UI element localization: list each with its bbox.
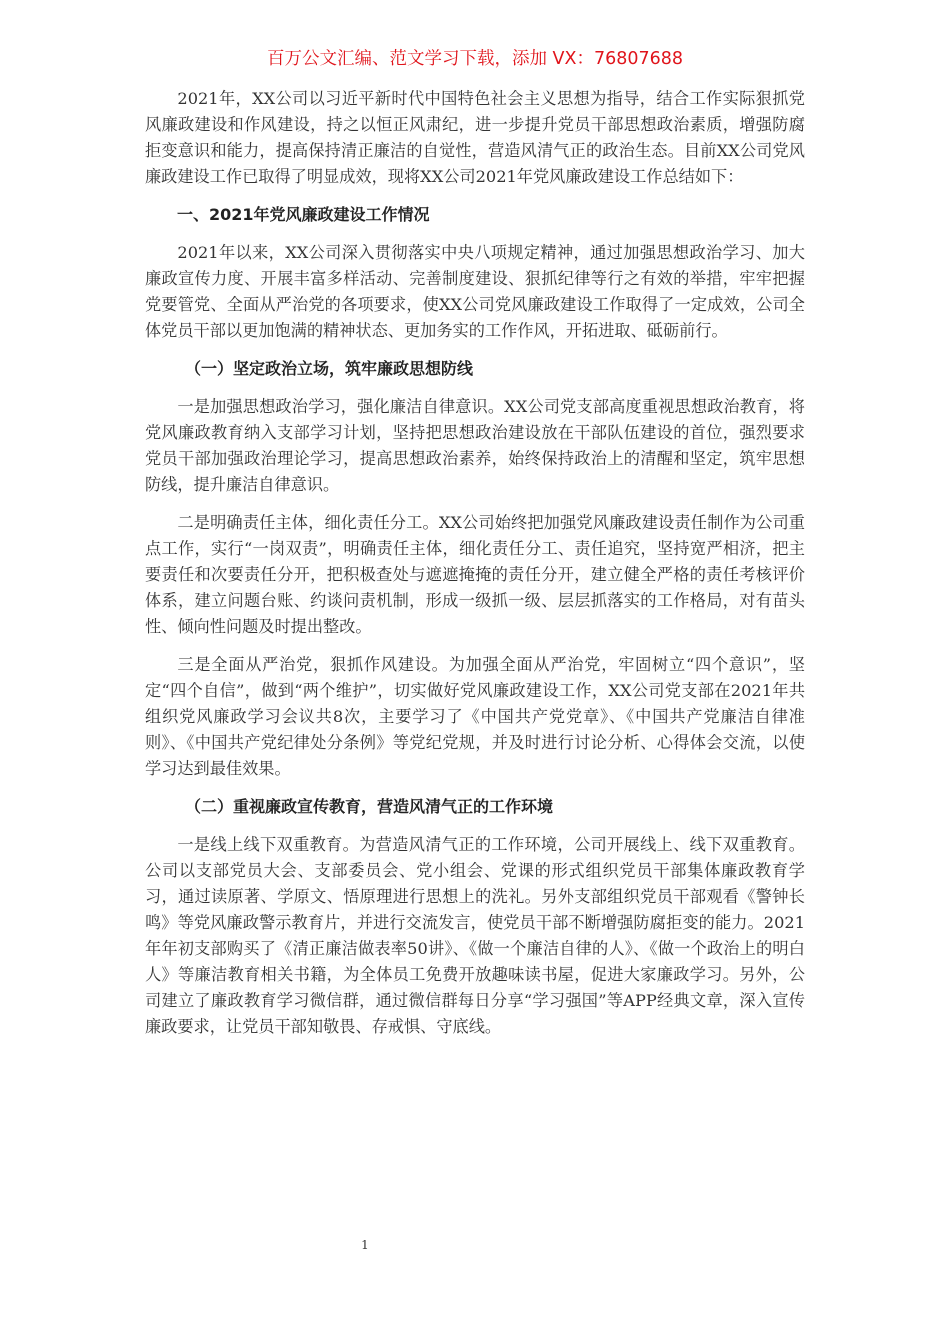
- watermark-banner: 百万公文汇编、范文学习下载，添加 VX：76807688: [266, 49, 684, 69]
- subsection-1-paragraph: 二是明确责任主体，细化责任分工。XX公司始终把加强党风廉政建设责任制作为公司重点工作，实行“一岗双责”，明确责任主体，细化责任分工、责任追究，坚持宽严相济，把主要责任和次要责任分开，把积极查处与遮遮掩掩的责任分开，建立健全严格的责任考核评价体系，建立问题台账、约谈问责机制，形成一级抓一级、层层抓落实的工作格局，对有苗头性、倾向性问题及时提出整改。: [145, 513, 805, 636]
- subsection-1-paragraph: 三是全面从严治党，狠抓作风建设。为加强全面从严治党，牢固树立“四个意识”，坚定“四个自信”，做到“两个维护”，切实做好党风廉政建设工作，XX公司党支部在2021年共组织党风廉政学习会议共8次，主要学习了《中国共产党党章》、《中国共产党廉洁自律准则》、《中国共产党纪律处分条例》等党纪党规，并及时进行讨论分析、心得体会交流，以使学习达到最佳效果。: [145, 655, 805, 778]
- section-1-intro: 2021年以来，XX公司深入贯彻落实中央八项规定精神，通过加强思想政治学习、加大廉政宣传力度、开展丰富多样活动、完善制度建设、狠抓纪律等行之有效的举措，牢牢把握党要管党、全面从严治党的各项要求，使XX公司党风廉政建设工作取得了一定成效，公司全体党员干部以更加饱满的精神状态、更加务实的工作作风，开拓进取、砥砺前行。: [145, 243, 805, 340]
- page-number: 1: [361, 1238, 369, 1252]
- subsection-1-paragraph: 一是加强思想政治学习，强化廉洁自律意识。XX公司党支部高度重视思想政治教育，将党风廉政教育纳入支部学习计划，坚持把思想政治建设放在干部队伍建设的首位，强烈要求党员干部加强政治理论学习，提高思想政治素养，始终保持政治上的清醒和坚定，筑牢思想防线，提升廉洁自律意识。: [145, 397, 805, 494]
- subsection-heading-2: （二）重视廉政宣传教育，营造风清气正的工作环境: [185, 797, 554, 816]
- section-heading-1: 一、2021年党风廉政建设工作情况: [177, 205, 430, 224]
- subsection-2-paragraph: 一是线上线下双重教育。为营造风清气正的工作环境，公司开展线上、线下双重教育。公司以支部党员大会、支部委员会、党小组会、党课的形式组织党员干部集体廉政教育学习，通过读原著、学原文、悟原理进行思想上的洗礼。另外支部组织党员干部观看《警钟长鸣》等党风廉政警示教育片，并进行交流发言，使党员干部不断增强防腐拒变的能力。2021年年初支部购买了《清正廉洁做表率50讲》、《做一个廉洁自律的人》、《做一个政治上的明白人》等廉洁教育相关书籍，为全体员工免费开放趣味读书屋，促进大家廉政学习。另外，公司建立了廉政教育学习微信群，通过微信群每日分享“学习强国”等APP经典文章，深入宣传廉政要求，让党员干部知敬畏、存戒惧、守底线。: [145, 835, 805, 1036]
- intro-paragraph: 2021年，XX公司以习近平新时代中国特色社会主义思想为指导，结合工作实际狠抓党风廉政建设和作风建设，持之以恒正风肃纪，进一步提升党员干部思想政治素质，增强防腐拒变意识和能力，提高保持清正廉洁的自觉性，营造风清气正的政治生态。目前XX公司党风廉政建设工作已取得了明显成效，现将XX公司2021年党风廉政建设工作总结如下：: [145, 89, 805, 186]
- document-body: [145, 86, 805, 1052]
- subsection-heading-1: （一）坚定政治立场，筑牢廉政思想防线: [185, 359, 474, 378]
